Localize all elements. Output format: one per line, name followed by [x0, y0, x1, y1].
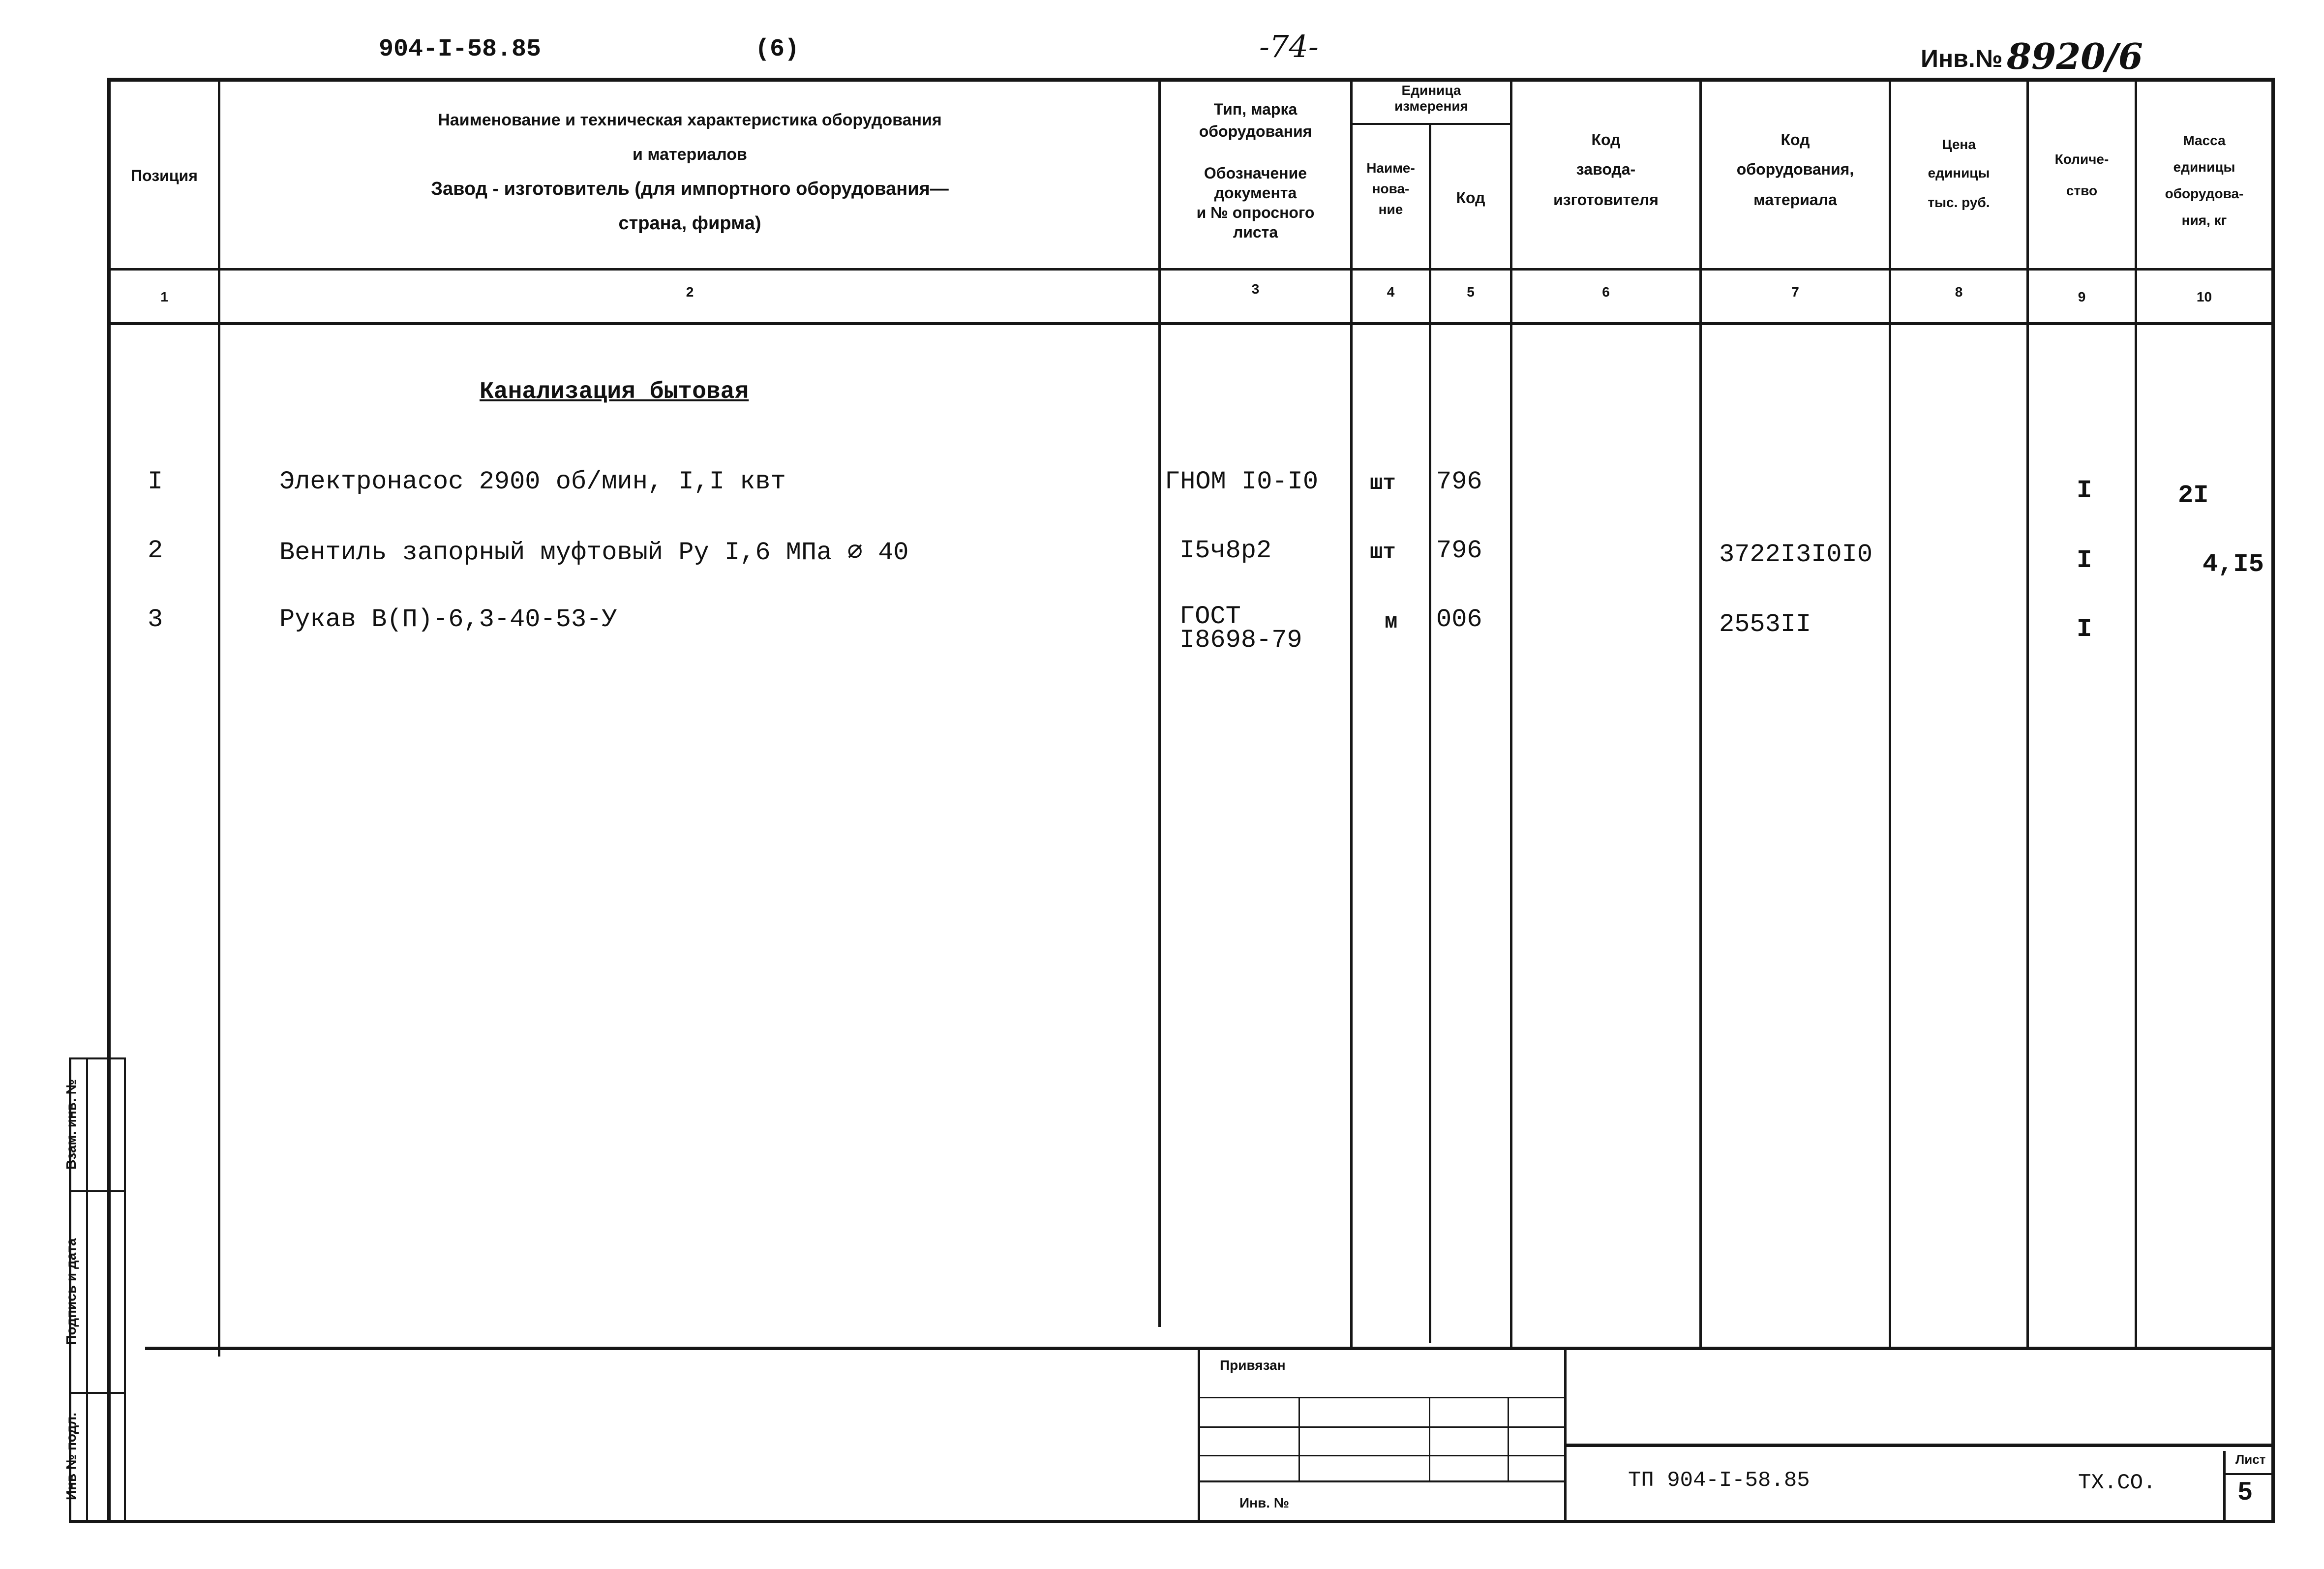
col-line-5: [1510, 78, 1512, 1347]
inventory-label: Инв.№: [1921, 45, 2003, 72]
row2-mass: 4,I5: [2203, 550, 2264, 579]
row1-qty: I: [2077, 476, 2092, 505]
header-unit-name-line1: Наиме-: [1366, 160, 1415, 176]
col-number-2: 2: [686, 284, 694, 300]
row3-equip-code: 2553II: [1719, 610, 1811, 639]
frame-bottom: [69, 1520, 2275, 1523]
row3-name: Рукав В(П)-6,3-40-53-У: [279, 605, 617, 634]
col-line-9: [2135, 78, 2137, 1347]
col-line-4: [1429, 123, 1431, 1343]
side-stamp-inv-original: Инв № подл.: [63, 1413, 79, 1501]
header-type-line5: и № опросного: [1196, 204, 1315, 221]
row1-unit: шт: [1370, 471, 1396, 496]
stamp-col-a: [1298, 1397, 1300, 1480]
row2-equip-code: 3722I3I0I0: [1719, 540, 1873, 569]
stamp-sheet-box-mid: [2223, 1473, 2275, 1475]
header-qty-line2: ство: [2066, 183, 2098, 198]
col-line-6: [1699, 78, 1702, 1347]
row1-name: Электронасос 2900 об/мин, I,I квт: [279, 467, 786, 496]
row2-unit: шт: [1370, 540, 1396, 565]
row3-unit-code: 006: [1436, 605, 1482, 634]
header-unit-name-line2: нова-: [1372, 181, 1410, 196]
header-price-line2: единицы: [1928, 165, 1990, 181]
header-factory-line3: изготовителя: [1553, 191, 1659, 209]
row1-mass: 2I: [2178, 481, 2209, 510]
header-type-line4: документа: [1214, 184, 1297, 202]
stamp-col-b: [1429, 1397, 1430, 1480]
header-mass-line2: единицы: [2173, 159, 2235, 175]
header-unit-line1: Единица: [1401, 83, 1461, 98]
header-mass-line3: оборудова-: [2165, 186, 2244, 201]
row2-position: 2: [148, 536, 163, 565]
header-type-line2: оборудования: [1199, 122, 1312, 140]
col-number-1: 1: [160, 289, 168, 304]
col-number-7: 7: [1791, 284, 1799, 300]
header-name-line4: страна, фирма): [618, 213, 761, 234]
col-number-10: 10: [2196, 289, 2212, 304]
header-type-line6: листа: [1233, 223, 1278, 241]
row3-position: 3: [148, 605, 163, 634]
header-unit-name-line3: ние: [1378, 202, 1403, 217]
stamp-top-line: [145, 1347, 2275, 1350]
header-name-line3: Завод - изготовитель (для импортного оборудования—: [431, 179, 949, 199]
col-number-9: 9: [2078, 289, 2086, 304]
page-number: -74-: [1259, 29, 1319, 64]
stamp-sheet-number: 5: [2238, 1477, 2252, 1506]
stamp-row-line3: [1199, 1455, 1566, 1456]
row3-type-line1: ГОСТ: [1179, 602, 1241, 631]
header-mass-line1: Масса: [2183, 133, 2226, 148]
header-name-line2: и материалов: [633, 145, 747, 164]
header-price-line3: тыс. руб.: [1928, 195, 1990, 210]
row3-type-line2: I8698-79: [1179, 626, 1302, 655]
stamp-sheet-label: Лист: [2235, 1452, 2266, 1467]
stamp-privyazki: Привязан: [1220, 1358, 1286, 1373]
section-title: Канализация бытовая: [480, 379, 749, 405]
header-qty-line1: Количе-: [2054, 151, 2109, 167]
col-number-5: 5: [1467, 284, 1475, 300]
doc-code: 904-I-58.85: [379, 35, 542, 63]
row2-name: Вентиль запорный муфтовый Ру I,6 МПа ∅ 40: [279, 538, 909, 567]
col-line-7: [1889, 78, 1891, 1347]
stamp-inv-no: Инв. №: [1239, 1495, 1290, 1510]
stamp-row-line2: [1199, 1426, 1566, 1428]
sheet-tag: (6): [755, 35, 800, 63]
stamp-col-c: [1508, 1397, 1509, 1480]
header-unit-line2: измерения: [1394, 98, 1468, 114]
col-line-8: [2026, 78, 2029, 1347]
colnum-divider: [108, 322, 2275, 325]
col-number-3: 3: [1251, 281, 1260, 297]
row2-qty: I: [2077, 546, 2092, 575]
col-line-1: [218, 78, 220, 1357]
header-type-line3: Обозначение: [1204, 164, 1307, 182]
col-number-6: 6: [1602, 284, 1610, 300]
stamp-row-line1: [1199, 1397, 1566, 1398]
row3-qty: I: [2077, 615, 2092, 644]
stamp-left-box-left: [1198, 1347, 1200, 1521]
frame-top: [108, 78, 2275, 82]
col-line-2: [1158, 78, 1161, 1327]
row1-position: I: [148, 467, 163, 496]
header-type-line1: Тип, марка: [1213, 100, 1298, 118]
side-stamp-inner-left: [86, 1057, 88, 1522]
header-equip-line1: Код: [1781, 131, 1810, 149]
col-number-8: 8: [1955, 284, 1963, 300]
unit-subdivider: [1350, 123, 1512, 125]
header-name-line1: Наименование и техническая характеристика оборудования: [438, 111, 942, 129]
stamp-title-line: [1566, 1444, 2275, 1447]
header-unit-code: Код: [1456, 189, 1485, 207]
inventory-value: 8920/6: [2007, 35, 2143, 77]
header-divider: [108, 268, 2275, 271]
header-factory-line2: завода-: [1576, 160, 1636, 178]
side-stamp-replace-inv: Взам. инв. №: [63, 1079, 79, 1170]
header-equip-line3: материала: [1753, 191, 1837, 209]
col-number-4: 4: [1387, 284, 1395, 300]
col-line-3: [1350, 78, 1353, 1347]
header-position: Позиция: [131, 167, 198, 184]
header-equip-line2: оборудования,: [1736, 160, 1854, 178]
stamp-doc-mark: ТХ.СО.: [2078, 1471, 2156, 1495]
stamp-sheet-box-left: [2223, 1451, 2226, 1520]
stamp-row-line4: [1199, 1480, 1566, 1482]
header-mass-line4: ния, кг: [2181, 212, 2227, 228]
header-factory-line1: Код: [1591, 131, 1621, 149]
frame-right: [2271, 78, 2275, 1523]
row3-unit: м: [1385, 610, 1398, 634]
stamp-project-code: ТП 904-I-58.85: [1628, 1468, 1810, 1493]
row2-type: I5ч8р2: [1179, 536, 1272, 565]
header-price-line1: Цена: [1942, 137, 1976, 152]
frame-left: [107, 78, 111, 1523]
row1-type: ГНОМ I0-I0: [1165, 467, 1319, 496]
side-stamp-signature-date: Подпись и дата: [63, 1238, 79, 1345]
stamp-left-box-right: [1564, 1347, 1567, 1521]
row2-unit-code: 796: [1436, 536, 1482, 565]
side-stamp-right: [124, 1057, 126, 1522]
row1-unit-code: 796: [1436, 467, 1482, 496]
